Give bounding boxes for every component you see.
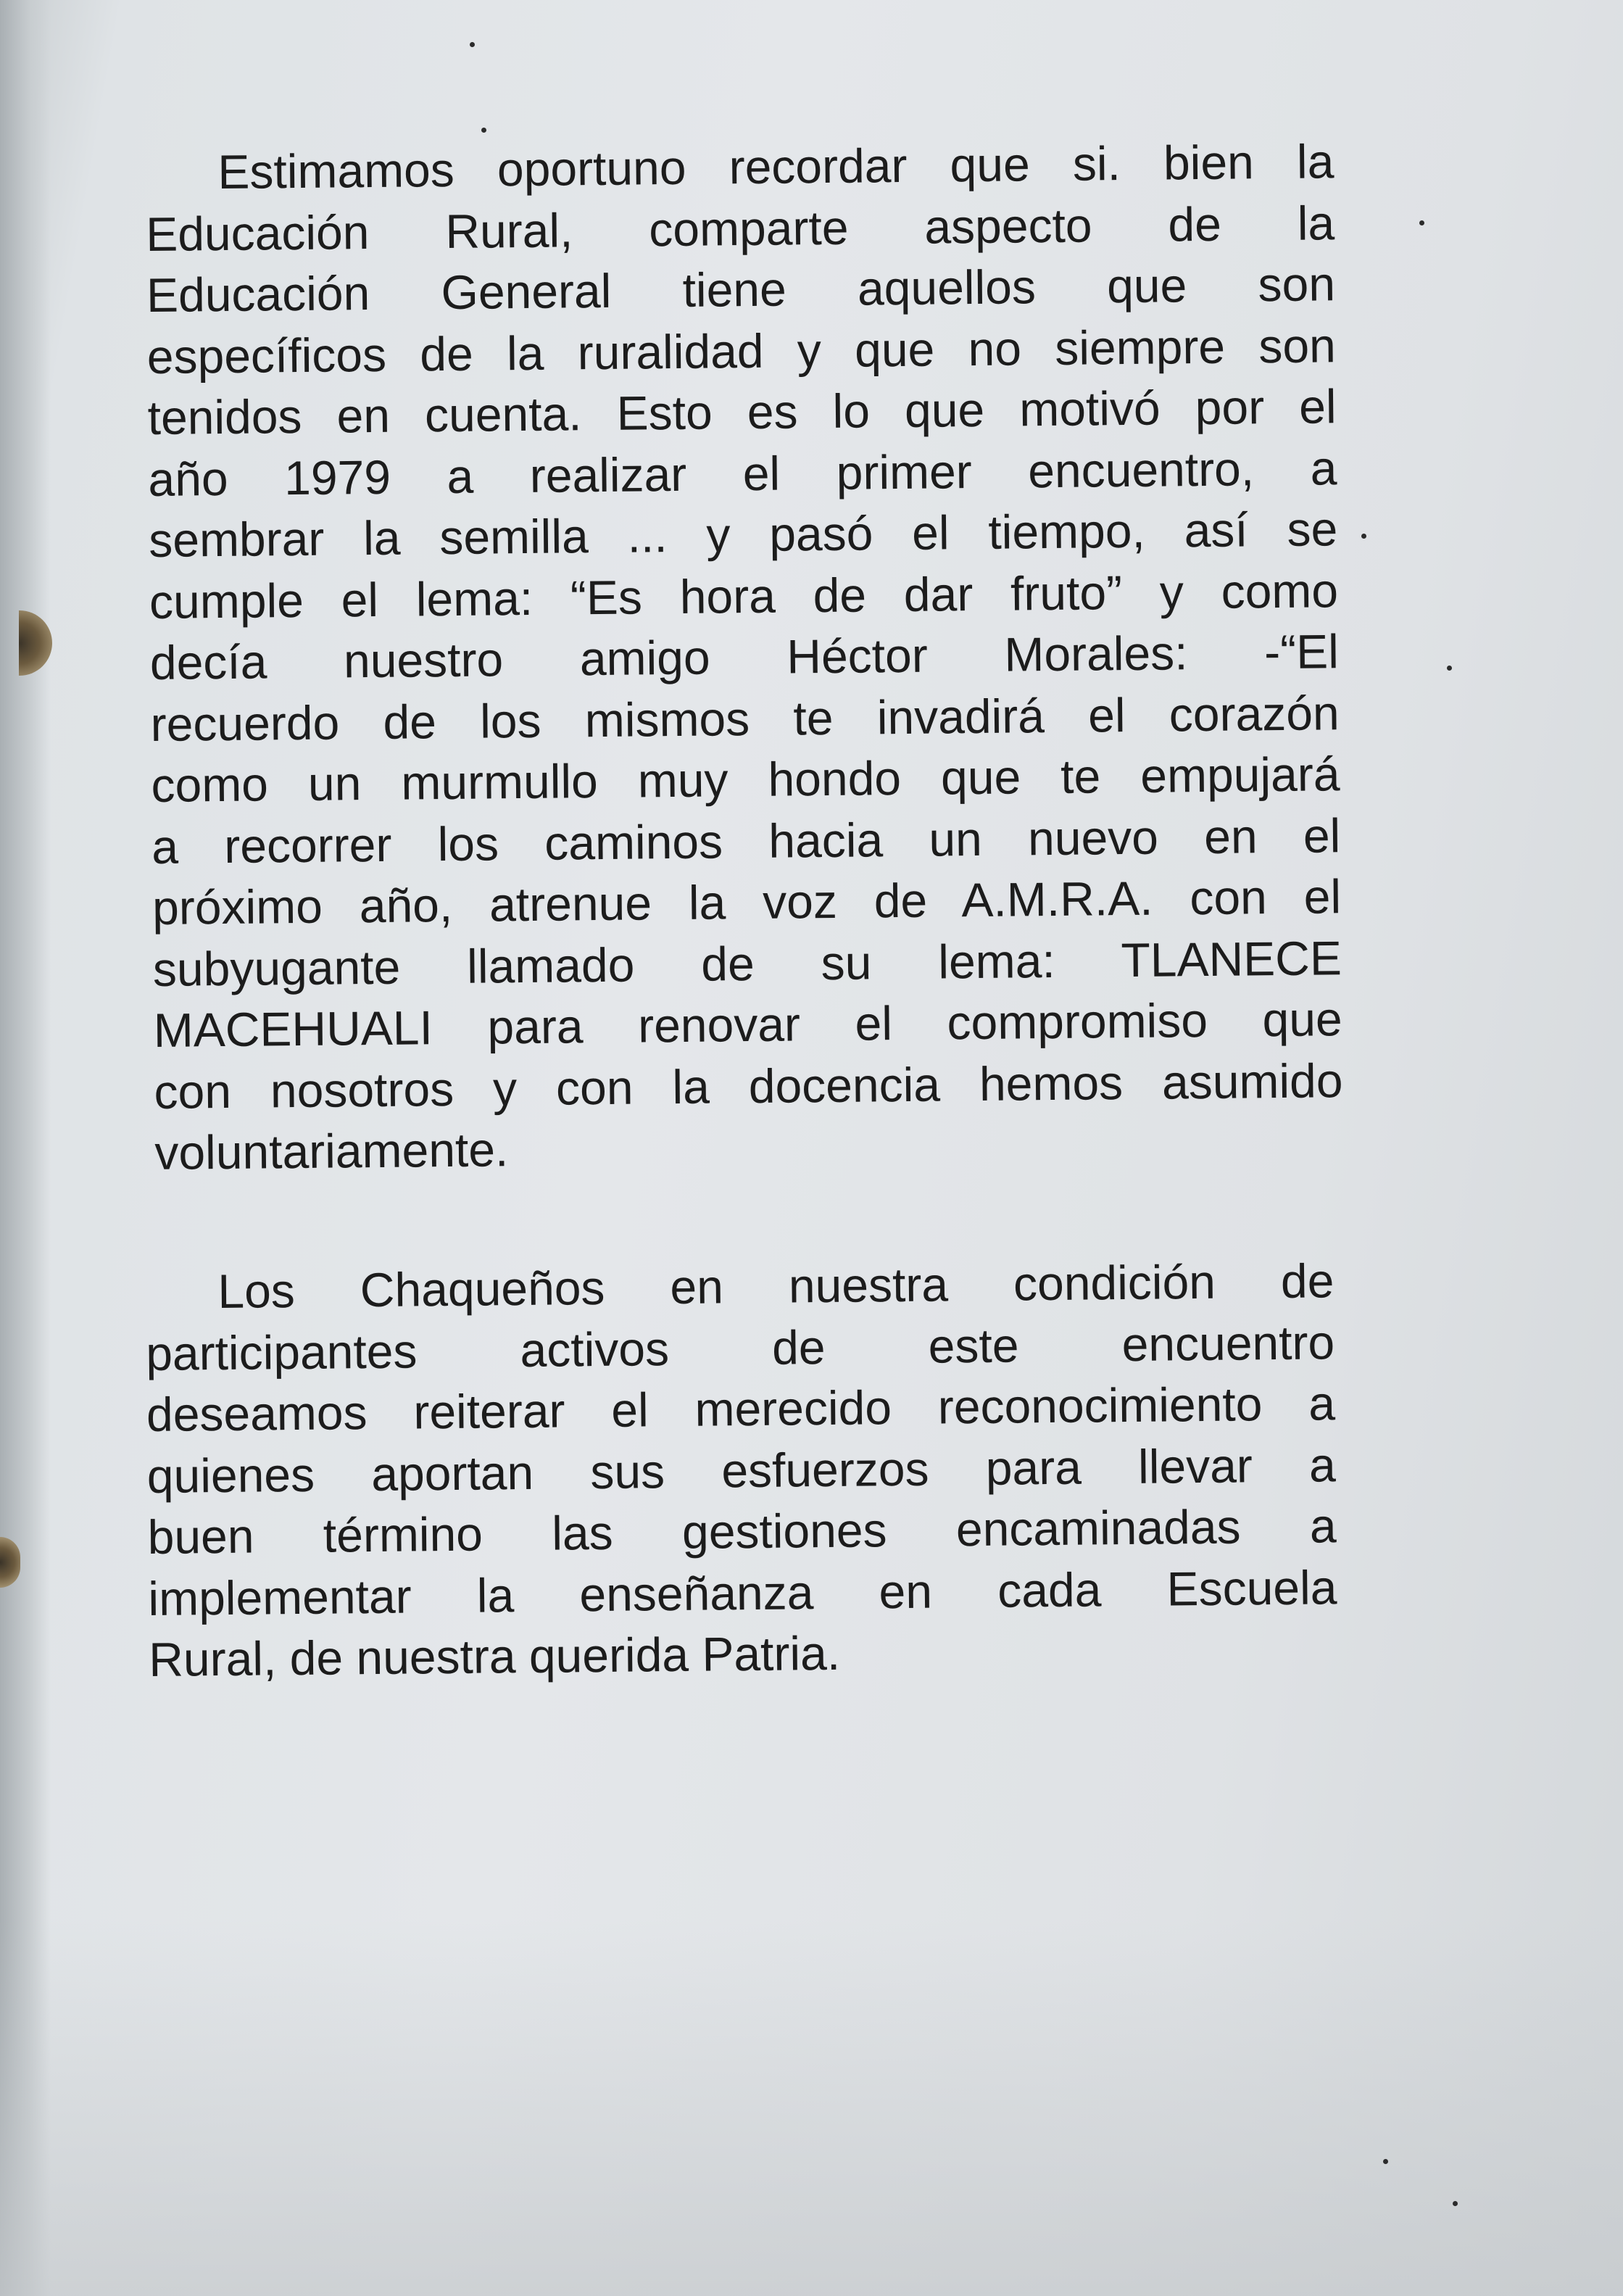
paragraph-line: buen término las gestiones encaminadas a bbox=[147, 1499, 1337, 1564]
paper-speck bbox=[470, 42, 475, 47]
paragraph-line: a recorrer los caminos hacia un nuevo en el bbox=[151, 808, 1341, 874]
paragraph-line: voluntariamente. bbox=[154, 1122, 509, 1180]
paragraph-line: subyugante llamado de su lema: TLANECE bbox=[152, 930, 1342, 996]
paper-speck bbox=[1361, 534, 1366, 539]
paragraph-line: decía nuestro amigo Héctor Morales: -“El bbox=[149, 624, 1340, 689]
paragraph-line: Educación General tiene aquellos que son bbox=[146, 257, 1336, 322]
paragraph-line: MACEHUALI para renovar el compromiso que bbox=[153, 992, 1343, 1057]
paper-speck bbox=[1453, 2201, 1458, 2206]
paper-speck bbox=[481, 128, 486, 133]
paragraph-line: con nosotros y con la docencia hemos asumido bbox=[154, 1053, 1343, 1119]
paragraph-1 bbox=[145, 130, 1344, 1183]
paragraph-2 bbox=[145, 1250, 1338, 1690]
paragraph-line: implementar la enseñanza en cada Escuela bbox=[148, 1559, 1337, 1625]
paper-speck bbox=[1383, 2159, 1388, 2164]
page-bottom-shadow bbox=[0, 1919, 1623, 2296]
paragraph-line: recuerdo de los mismos te invadirá el corazón bbox=[150, 685, 1340, 751]
paragraph-line: deseamos reiterar el merecido reconocimiento a bbox=[146, 1376, 1336, 1441]
paragraph-line: Rural, de nuestra querida Patria. bbox=[148, 1625, 841, 1686]
paper-speck bbox=[1447, 666, 1452, 671]
paragraph-line: próximo año, atrenue la voz de A.M.R.A. con el bbox=[151, 869, 1342, 934]
paragraph-line: tenidos en cuenta. Esto es lo que motivó por el bbox=[147, 379, 1337, 444]
paragraph-line: participantes activos de este encuentro bbox=[145, 1314, 1335, 1380]
paragraph-line: como un murmullo muy hondo que te empujará bbox=[151, 747, 1340, 812]
paragraph-line: específicos de la ruralidad y que no siempre son bbox=[146, 318, 1337, 384]
paragraph-line: sembrar la semilla ... y pasó el tiempo, así se bbox=[148, 502, 1338, 567]
paper-speck bbox=[1419, 220, 1424, 225]
paragraph-line: quienes aportan sus esfuerzos para llevar a bbox=[146, 1437, 1337, 1503]
paragraph-line: Educación Rural, comparte aspecto de la bbox=[145, 195, 1335, 261]
paragraph-line: año 1979 a realizar el primer encuentro, a bbox=[148, 440, 1337, 506]
paragraph-line: Los Chaqueños en nuestra condición de bbox=[217, 1253, 1334, 1319]
paragraph-line: Estimamos oportuno recordar que si. bien la bbox=[217, 134, 1334, 199]
paragraph-line: cumple el lema: “Es hora de dar fruto” y como bbox=[149, 563, 1339, 629]
